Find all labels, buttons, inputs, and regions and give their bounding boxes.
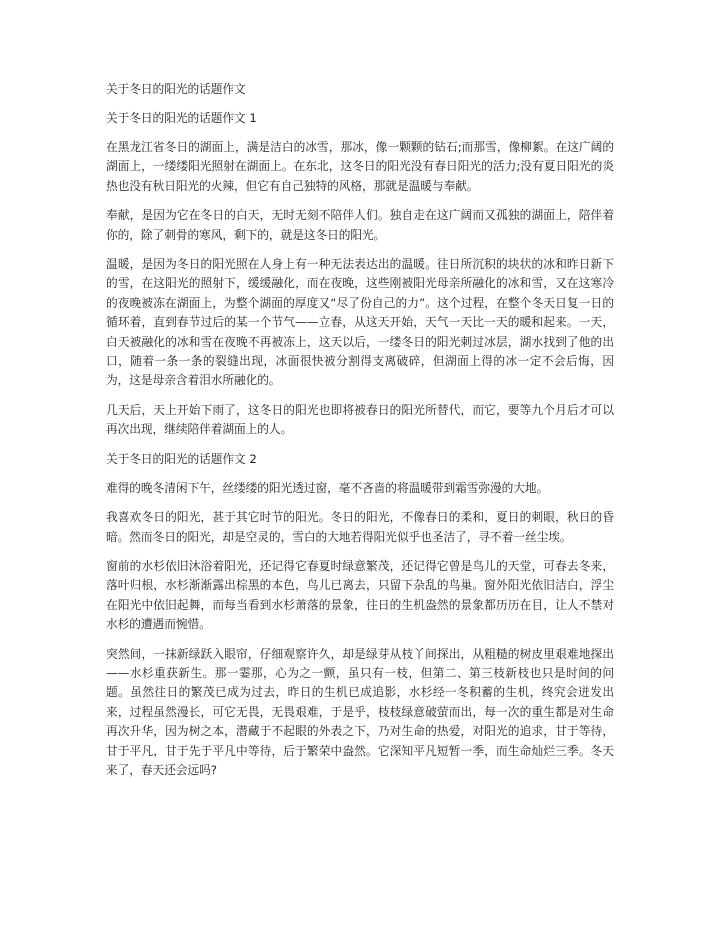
document-page [106, 80, 614, 790]
essay-2-paragraph: 难得的晚冬清闲下午，丝缕缕的阳光透过窗，毫不吝啬的将温暖带到霜雪弥漫的大地。 [106, 480, 549, 495]
essay-1-heading: 关于冬日的阳光的话题作文 1 [106, 111, 257, 125]
essay-1-paragraph: 几天后，天上开始下雨了，这冬日的阳光也即将被春日的阳光所替代，而它，要等九个月后才可以再次出现，继续陪伴着湖面上的人。 [106, 402, 614, 437]
essay-2-paragraph: 突然间，一抹新绿跃入眼帘，仔细观察许久，却是绿芽从枝丫间探出，从粗糙的树皮里艰难地探出——水杉重获新生。那一霎那，心为之一颤，虽只有一枝，但第二、第三枝新枝也只是时间的问题。虽然往日的繁茂已成为过去，昨日的生机已成追影，水杉经一冬积蓄的生机，终究会迸发出来，过程虽然漫长，可它无畏，无畏艰难，于是乎，枝枝绿意破萤而出，每一次的重生都是对生命再次升华，因为树之本，潜藏于不起眼的外表之下，乃对生命的热爱，对阳光的追求，甘于等待，甘于平凡，甘于先于平凡中等待，后于繁荣中盎然。它深知平凡短暂一季，而生命灿烂三季。冬天来了，春天还会远吗? [106, 646, 614, 777]
document-title: 关于冬日的阳光的话题作文 [106, 82, 246, 96]
essay-1-paragraph: 在黑龙江省冬日的湖面上，满是洁白的冰雪，那冰，像一颗颗的钻石;而那雪，像柳絮。在这广阔的湖面上，一缕缕阳光照射在湖面上。在东北，这冬日的阳光没有春日阳光的活力;没有夏日阳光的炎热也没有秋日阳光的火辣，但它有自己独特的风格，那就是温暖与奉献。 [106, 140, 614, 193]
essay-2-paragraph: 我喜欢冬日的阳光，甚于其它时节的阳光。冬日的阳光，不像春日的柔和，夏日的刺眼，秋日的昏暗。然而冬日的阳光，却是空灵的，雪白的大地若得阳光似乎也圣洁了，寻不着一丝尘埃。 [106, 510, 614, 544]
essay-1-paragraph: 温暖，是因为冬日的阳光照在人身上有一种无法表达出的温暖。往日所沉积的块状的冰和昨日新下的雪，在这阳光的照射下，缓缓融化，而在夜晚，这些刚被阳光母亲所融化的冰和雪，又在这寒冷的夜晚被冻在湖面上，为整个湖面的厚度又“尽了份自己的力”。这个过程，在整个冬天日复一日的循环着，直到春节过后的某一个节气——立春，从这天开始，天气一天比一天的暖和起来。一天，白天被融化的冰和雪在夜晚不再被冻上，这天以后，一缕冬日的阳光刺过冰层，湖水找到了他的出口，随着一条一条的裂缝出现，冰面很快被分割得支离破碎，但湖面上得的冰一定不会后悔，因为，这是母亲含着泪水所融化的。 [106, 257, 614, 388]
essay-2-heading: 关于冬日的阳光的话题作文 2 [106, 451, 257, 466]
essay-2-paragraph: 窗前的水杉依旧沐浴着阳光，还记得它春夏时绿意繁茂，还记得它曾是鸟儿的天堂，可春去冬来，落叶归根，水杉渐渐露出棕黑的本色，鸟儿已离去，只留下杂乱的鸟巢。窗外阳光依旧洁白，浮尘在阳光中依旧起舞，而每当看到水杉萧落的景象，往日的生机盎然的景象都历历在目，让人不禁对水杉的遭遇而惋惜。 [106, 558, 614, 632]
essay-1-paragraph: 奉献，是因为它在冬日的白天，无时无刻不陪伴人们。独自走在这广阔而又孤独的湖面上，陪伴着你的，除了刺骨的寒风，剩下的，就是这冬日的阳光。 [106, 208, 614, 242]
